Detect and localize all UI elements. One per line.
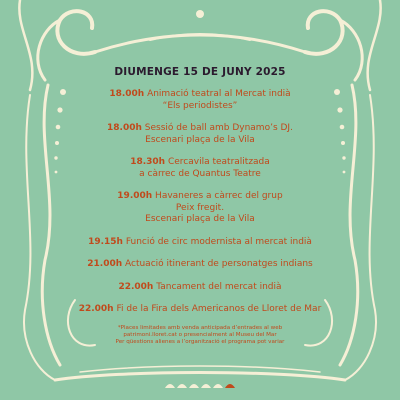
event-line xyxy=(70,123,330,135)
program-content xyxy=(70,66,330,346)
event-item xyxy=(70,259,330,271)
event-line xyxy=(70,101,330,113)
event-item xyxy=(70,89,330,112)
event-item xyxy=(70,191,330,226)
event-item xyxy=(70,282,330,294)
event-line xyxy=(70,214,330,226)
event-description: Havaneres a càrrec del grup xyxy=(155,191,283,201)
event-line xyxy=(70,135,330,147)
hats-icon xyxy=(165,379,235,389)
event-time: 18.00h xyxy=(109,89,145,99)
event-time: 18.00h xyxy=(107,123,142,133)
footnote-line: *Places limitades amb venda anticipada d’entrades al web xyxy=(117,324,283,331)
footnote-line: patrimoni.lloret.cat o presencialment al Museu del Mar xyxy=(123,331,277,338)
event-description: Funció de circ modernista al mercat indià xyxy=(125,236,312,247)
event-description: Tancament del mercat indià xyxy=(156,281,282,292)
event-line xyxy=(70,259,330,271)
event-item xyxy=(70,157,330,180)
event-description: Fi de la Fira dels Americanos de Lloret de Mar xyxy=(116,304,322,314)
event-item xyxy=(70,237,330,249)
program-date-heading: DIUMENGE 15 DE JUNY 2025 xyxy=(114,66,286,78)
event-time: 18.30h xyxy=(130,157,166,167)
event-time: 19.15h xyxy=(88,236,123,247)
event-line xyxy=(70,282,330,294)
event-line xyxy=(70,191,330,203)
event-line xyxy=(70,157,330,169)
event-description: Sessió de ball amb Dynamo’s DJ. xyxy=(144,123,293,133)
event-description: a càrrec de Quantus Teatre xyxy=(139,168,261,179)
event-description: Escenari plaça de la Vila xyxy=(145,214,255,224)
event-description: Escenari plaça de la Vila xyxy=(145,134,255,145)
event-line xyxy=(70,169,330,181)
event-line xyxy=(70,89,330,101)
event-item xyxy=(70,123,330,146)
event-line xyxy=(70,203,330,215)
event-time: 21.00h xyxy=(87,259,123,269)
event-item xyxy=(70,304,330,316)
event-description: “Els periodistes” xyxy=(162,100,238,111)
event-description: Actuació itinerant de personatges indians xyxy=(125,259,313,269)
footnote-line: Per qüestions alienes a l’organització el programa pot variar xyxy=(115,338,285,345)
event-time: 22.00h xyxy=(78,304,114,314)
event-description: Peix fregit. xyxy=(175,202,225,213)
event-list xyxy=(70,89,330,316)
event-line xyxy=(70,237,330,249)
event-description: Animació teatral al Mercat indià xyxy=(147,89,291,99)
event-time: 22.00h xyxy=(118,281,154,292)
event-line xyxy=(70,304,330,316)
event-description: Cercavila teatralitzada xyxy=(167,157,270,167)
event-time: 19.00h xyxy=(117,191,153,201)
footnote xyxy=(70,325,330,346)
